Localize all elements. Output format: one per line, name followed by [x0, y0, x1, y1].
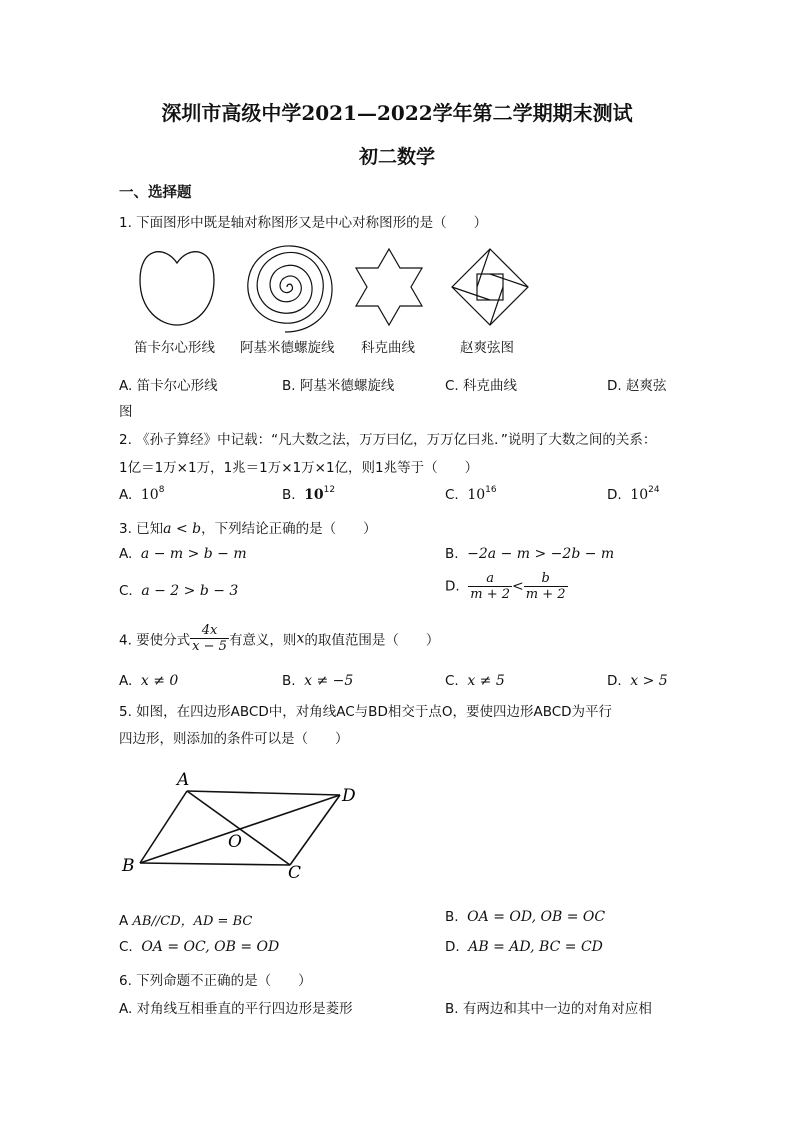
cardioid-figure [140, 252, 214, 325]
question-4-stem [119, 623, 439, 654]
option-label: B. [282, 673, 296, 689]
vertex-label-b: B [122, 856, 135, 876]
option-math: −2a − m > −2b − m [467, 546, 615, 562]
stem-fraction [190, 623, 229, 654]
q4-option-b[interactable] [282, 673, 353, 689]
stem-text: 的取值范围是（ ） [304, 632, 440, 649]
power-base: 10 [630, 487, 649, 503]
q1-option-c[interactable]: C. 科克曲线 [445, 378, 518, 394]
option-label: B. [445, 909, 459, 925]
zhaoshuang-figure [452, 249, 528, 325]
q5-quadrilateral-figure [115, 765, 375, 885]
option-math: AB = AD, BC = CD [468, 939, 603, 955]
option-label: B. [445, 546, 459, 562]
power-exponent: 16 [485, 485, 497, 495]
q4-option-a[interactable] [119, 673, 178, 689]
question-6-stem: 6. 下列命题不正确的是（ ） [119, 973, 312, 989]
caption-spiral: 阿基米德螺旋线 [240, 340, 335, 356]
q4-option-d[interactable] [607, 673, 668, 689]
relation-symbol: < [512, 578, 524, 595]
caption-zhaoshuang: 赵爽弦图 [460, 340, 514, 356]
option-math: x > 5 [630, 673, 668, 689]
option-label: A. [119, 487, 133, 503]
option-label: C. [119, 583, 133, 599]
stem-text: 有意义，则 [228, 632, 297, 649]
q3-option-d[interactable] [445, 571, 568, 602]
q1-option-d[interactable]: D. 赵爽弦 [607, 378, 667, 394]
option-math: a − m > b − m [140, 546, 247, 562]
q2-option-b[interactable] [282, 487, 335, 503]
exam-title: 深圳市高级中学2021—2022学年第二学期期末测试 [161, 101, 633, 125]
option-label: D. [445, 939, 460, 955]
option-label: D. [445, 578, 460, 595]
power-exponent: 12 [323, 485, 336, 495]
q5-option-d[interactable] [445, 939, 603, 955]
caption-cardioid: 笛卡尔心形线 [134, 340, 215, 356]
option-label: D. [607, 487, 622, 503]
q2-option-d[interactable] [607, 487, 660, 503]
question-2-stem-line1: 2. 《孙子算经》中记载：“凡大数之法，万万曰亿，万万亿曰兆．”说明了大数之间的关系： [119, 432, 657, 448]
stem-text: ，下列结论正确的是（ ） [201, 521, 377, 537]
q1-option-d-wrap: 图 [119, 404, 133, 420]
fraction-left [468, 571, 512, 602]
q1-option-a[interactable]: A. 笛卡尔心形线 [119, 378, 218, 394]
q1-option-b[interactable]: B. 阿基米德螺旋线 [282, 378, 395, 394]
stem-text: 3. 已知 [119, 521, 164, 537]
option-label: A. [119, 546, 133, 562]
star-figure [356, 249, 422, 325]
power-base: 10 [467, 487, 486, 503]
stem-variable: x [296, 630, 305, 647]
power-base: 10 [140, 487, 159, 503]
q3-option-a[interactable] [119, 546, 247, 562]
vertex-label-d: D [342, 786, 356, 806]
vertex-label-a: A [177, 770, 190, 790]
q5-option-a[interactable] [119, 910, 252, 929]
fraction-numerator: 4x [190, 623, 229, 639]
q6-option-a[interactable]: A. 对角线互相垂直的平行四边形是菱形 [119, 1001, 353, 1017]
fraction-right [524, 571, 568, 602]
fraction-denominator: x − 5 [192, 639, 227, 654]
q2-option-c[interactable] [445, 487, 497, 503]
option-label: A. [119, 673, 133, 689]
question-1-stem: 1. 下面图形中既是轴对称图形又是中心对称图形的是（ ） [119, 215, 488, 231]
power-base: 10 [304, 487, 324, 503]
option-math: OA = OC, OB = OD [141, 939, 280, 955]
fraction-numerator: b [524, 571, 568, 587]
question-2-stem-line2: 1亿＝1万×1万，1兆＝1万×1万×1亿，则1兆等于（ ） [119, 460, 479, 476]
option-label: C. [119, 939, 133, 955]
option-math: x ≠ −5 [304, 673, 354, 689]
vertex-label-o: O [228, 832, 242, 852]
fraction-denominator: m + 2 [470, 587, 511, 602]
q6-option-b[interactable]: B. 有两边和其中一边的对角对应相 [445, 1001, 652, 1017]
caption-koch: 科克曲线 [361, 340, 415, 356]
fraction-denominator: m + 2 [525, 587, 566, 602]
q3-option-b[interactable] [445, 546, 614, 562]
q4-option-c[interactable] [445, 673, 505, 689]
option-math: AB//CD，AD = BC [132, 914, 253, 929]
spiral-figure [248, 246, 332, 332]
q5-option-c[interactable] [119, 939, 279, 955]
option-math: OA = OD, OB = OC [467, 909, 606, 925]
exam-subtitle: 初二数学 [358, 146, 435, 168]
q1-figures [125, 245, 545, 335]
option-label: C. [445, 673, 459, 689]
question-5-stem-line1: 5. 如图，在四边形ABCD中，对角线AC与BD相交于点O，要使四边形ABCD为平行 [119, 704, 613, 720]
option-math: a − 2 > b − 3 [141, 583, 239, 599]
stem-math: a < b [163, 521, 202, 537]
q3-option-c[interactable] [119, 583, 238, 599]
vertex-label-c: C [288, 863, 302, 883]
option-label: A [119, 913, 129, 929]
fraction-numerator: a [468, 571, 512, 587]
option-label: D. [607, 673, 622, 689]
option-math: x ≠ 5 [467, 673, 505, 689]
stem-text: 4. 要使分式 [119, 632, 191, 649]
section-heading: 一、选择题 [119, 185, 192, 201]
question-5-stem-line2: 四边形，则添加的条件可以是（ ） [119, 731, 349, 747]
option-label: C. [445, 487, 459, 503]
question-3-stem [119, 517, 377, 537]
power-exponent: 24 [648, 485, 660, 495]
q5-option-b[interactable] [445, 909, 605, 925]
power-exponent: 8 [158, 485, 165, 495]
q2-option-a[interactable] [119, 487, 164, 503]
option-label: B. [282, 487, 296, 503]
option-math: x ≠ 0 [140, 673, 179, 689]
